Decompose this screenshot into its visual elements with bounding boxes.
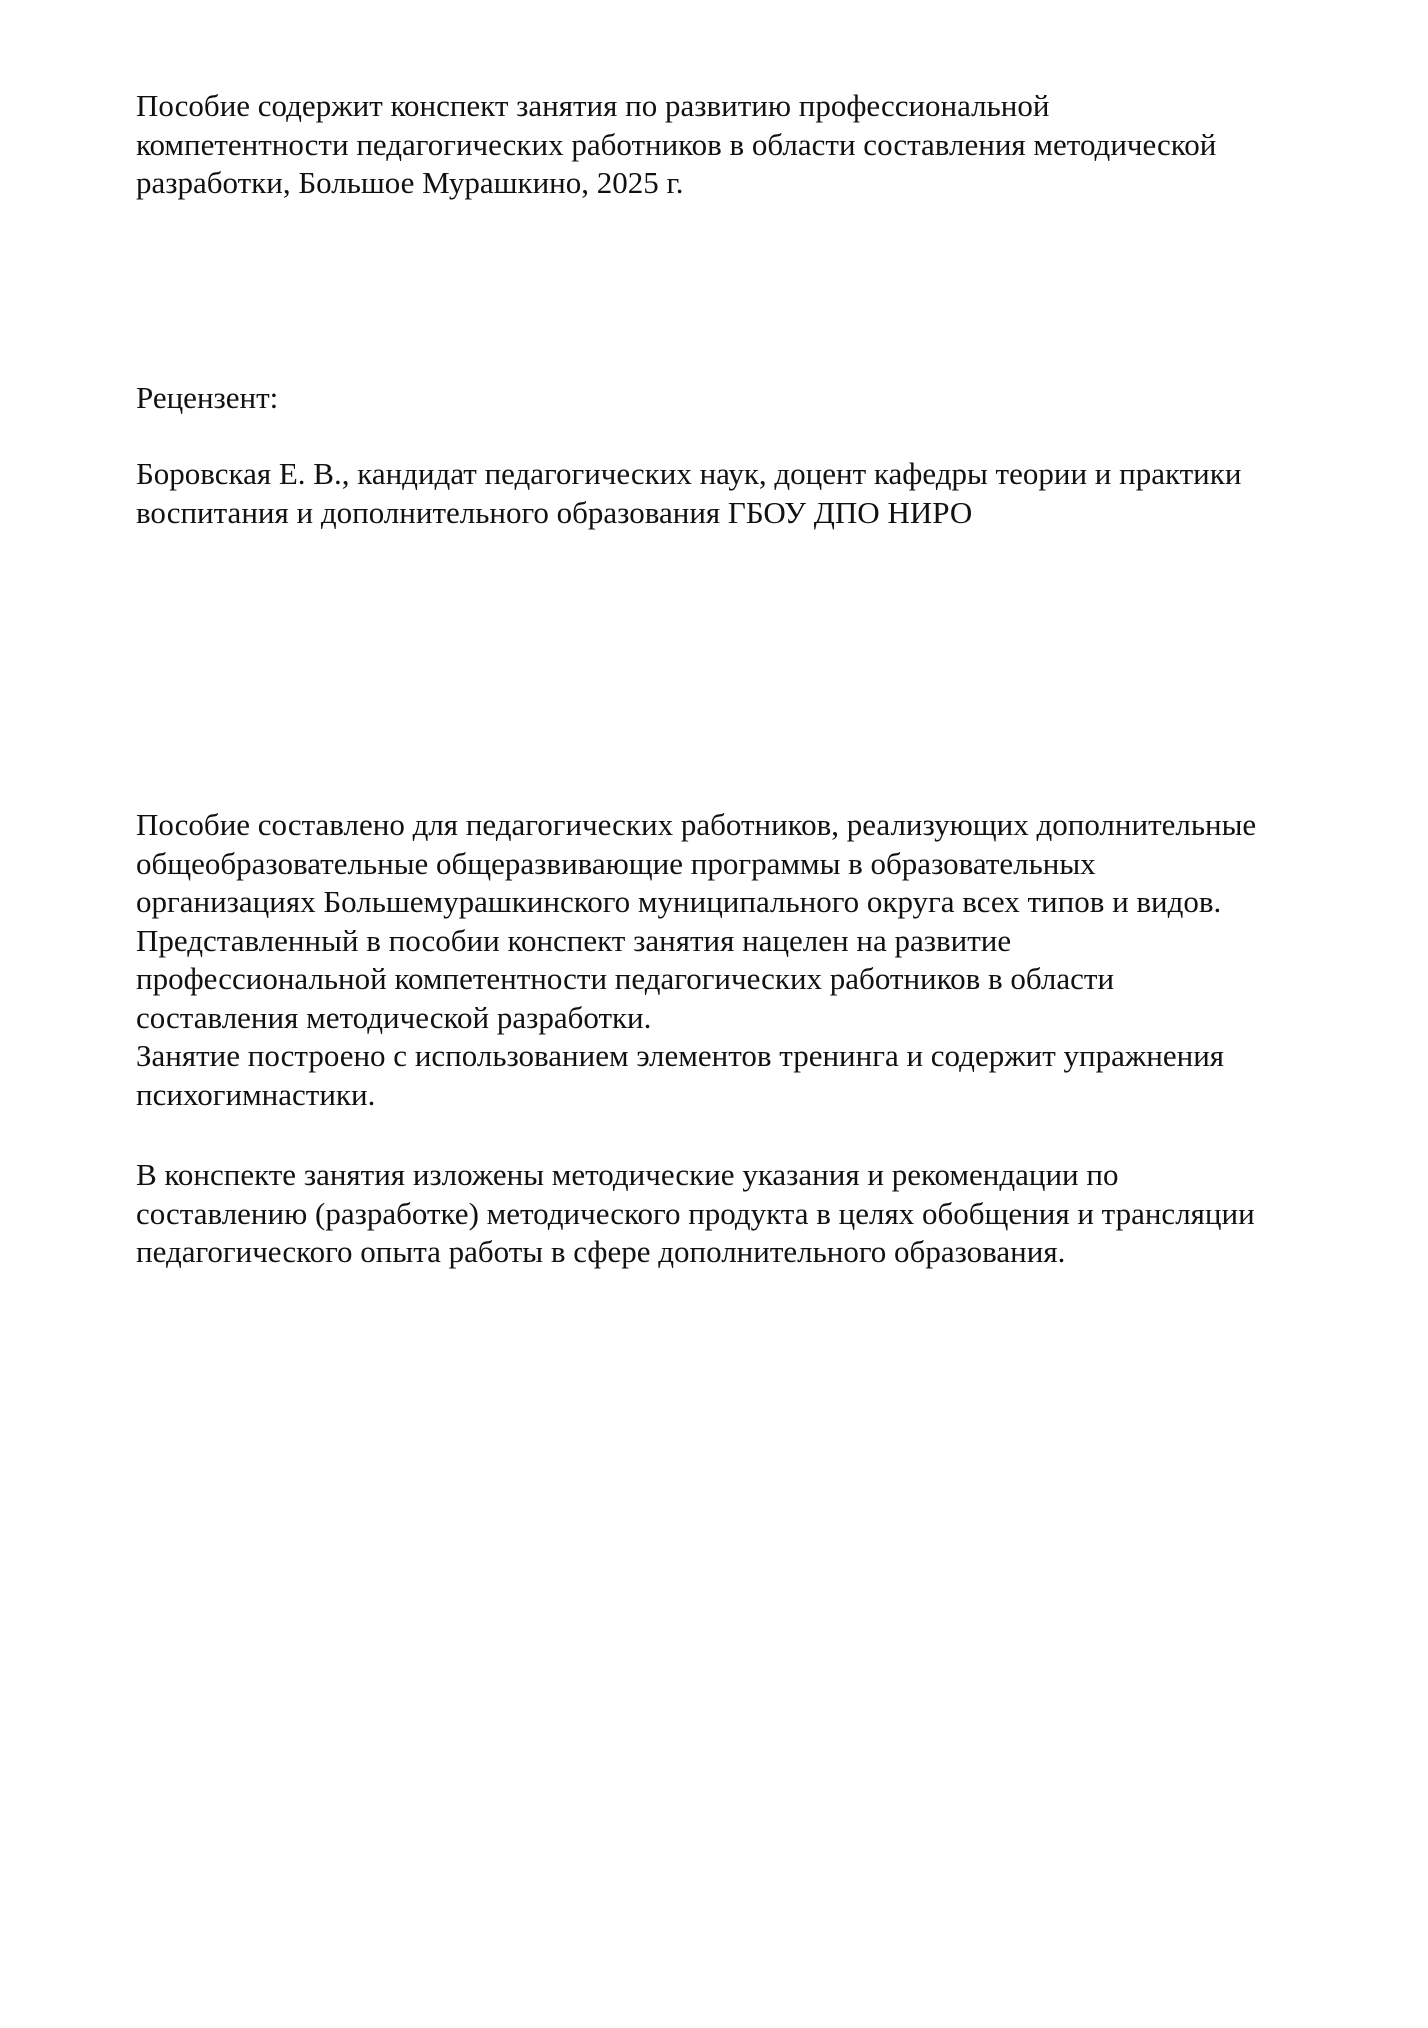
reviewer-label: Рецензент:: [136, 380, 279, 415]
annotation-line: разработки, Большое Мурашкино, 2025 г.: [136, 165, 684, 200]
annotation-paragraph: [136, 87, 1336, 203]
reviewer-line: воспитания и дополнительного образования ГБОУ ДПО НИРО: [136, 494, 973, 530]
annotation-line: Пособие содержит конспект занятия по развитию профессиональной: [136, 88, 1050, 123]
reviewer-info: [136, 455, 1336, 532]
purpose-line: Занятие построено с использованием элементов тренинга и содержит упражнения: [136, 1038, 1225, 1073]
purpose-line: составления методической разработки.: [136, 999, 652, 1035]
reviewer-line: Боровская Е. В., кандидат педагогических наук, доцент кафедры теории и практики: [136, 456, 1242, 491]
purpose-paragraph: [136, 806, 1336, 1114]
purpose-line: Пособие составлено для педагогических работников, реализующих дополнительные: [136, 807, 1257, 842]
purpose-line: Представленный в пособии конспект занятия нацелен на развитие: [136, 922, 1012, 958]
reviewer-heading: [136, 379, 1336, 418]
purpose-line: организациях Большемурашкинского муниципального округа всех типов и видов.: [136, 884, 1222, 919]
content-description-line: составлению (разработке) методического продукта в целях обобщения и трансляции: [136, 1195, 1255, 1231]
annotation-line: компетентности педагогических работников в области составления методической: [136, 126, 1217, 162]
purpose-line: общеобразовательные общеразвивающие программы в образовательных: [136, 845, 1096, 881]
purpose-line: профессиональной компетентности педагогических работников в области: [136, 961, 1115, 996]
content-description-line: В конспекте занятия изложены методические указания и рекомендации по: [136, 1157, 1119, 1192]
content-description-line: педагогического опыта работы в сфере дополнительного образования.: [136, 1234, 1066, 1269]
purpose-line: психогимнастики.: [136, 1076, 376, 1112]
content-description-paragraph: [136, 1156, 1336, 1272]
